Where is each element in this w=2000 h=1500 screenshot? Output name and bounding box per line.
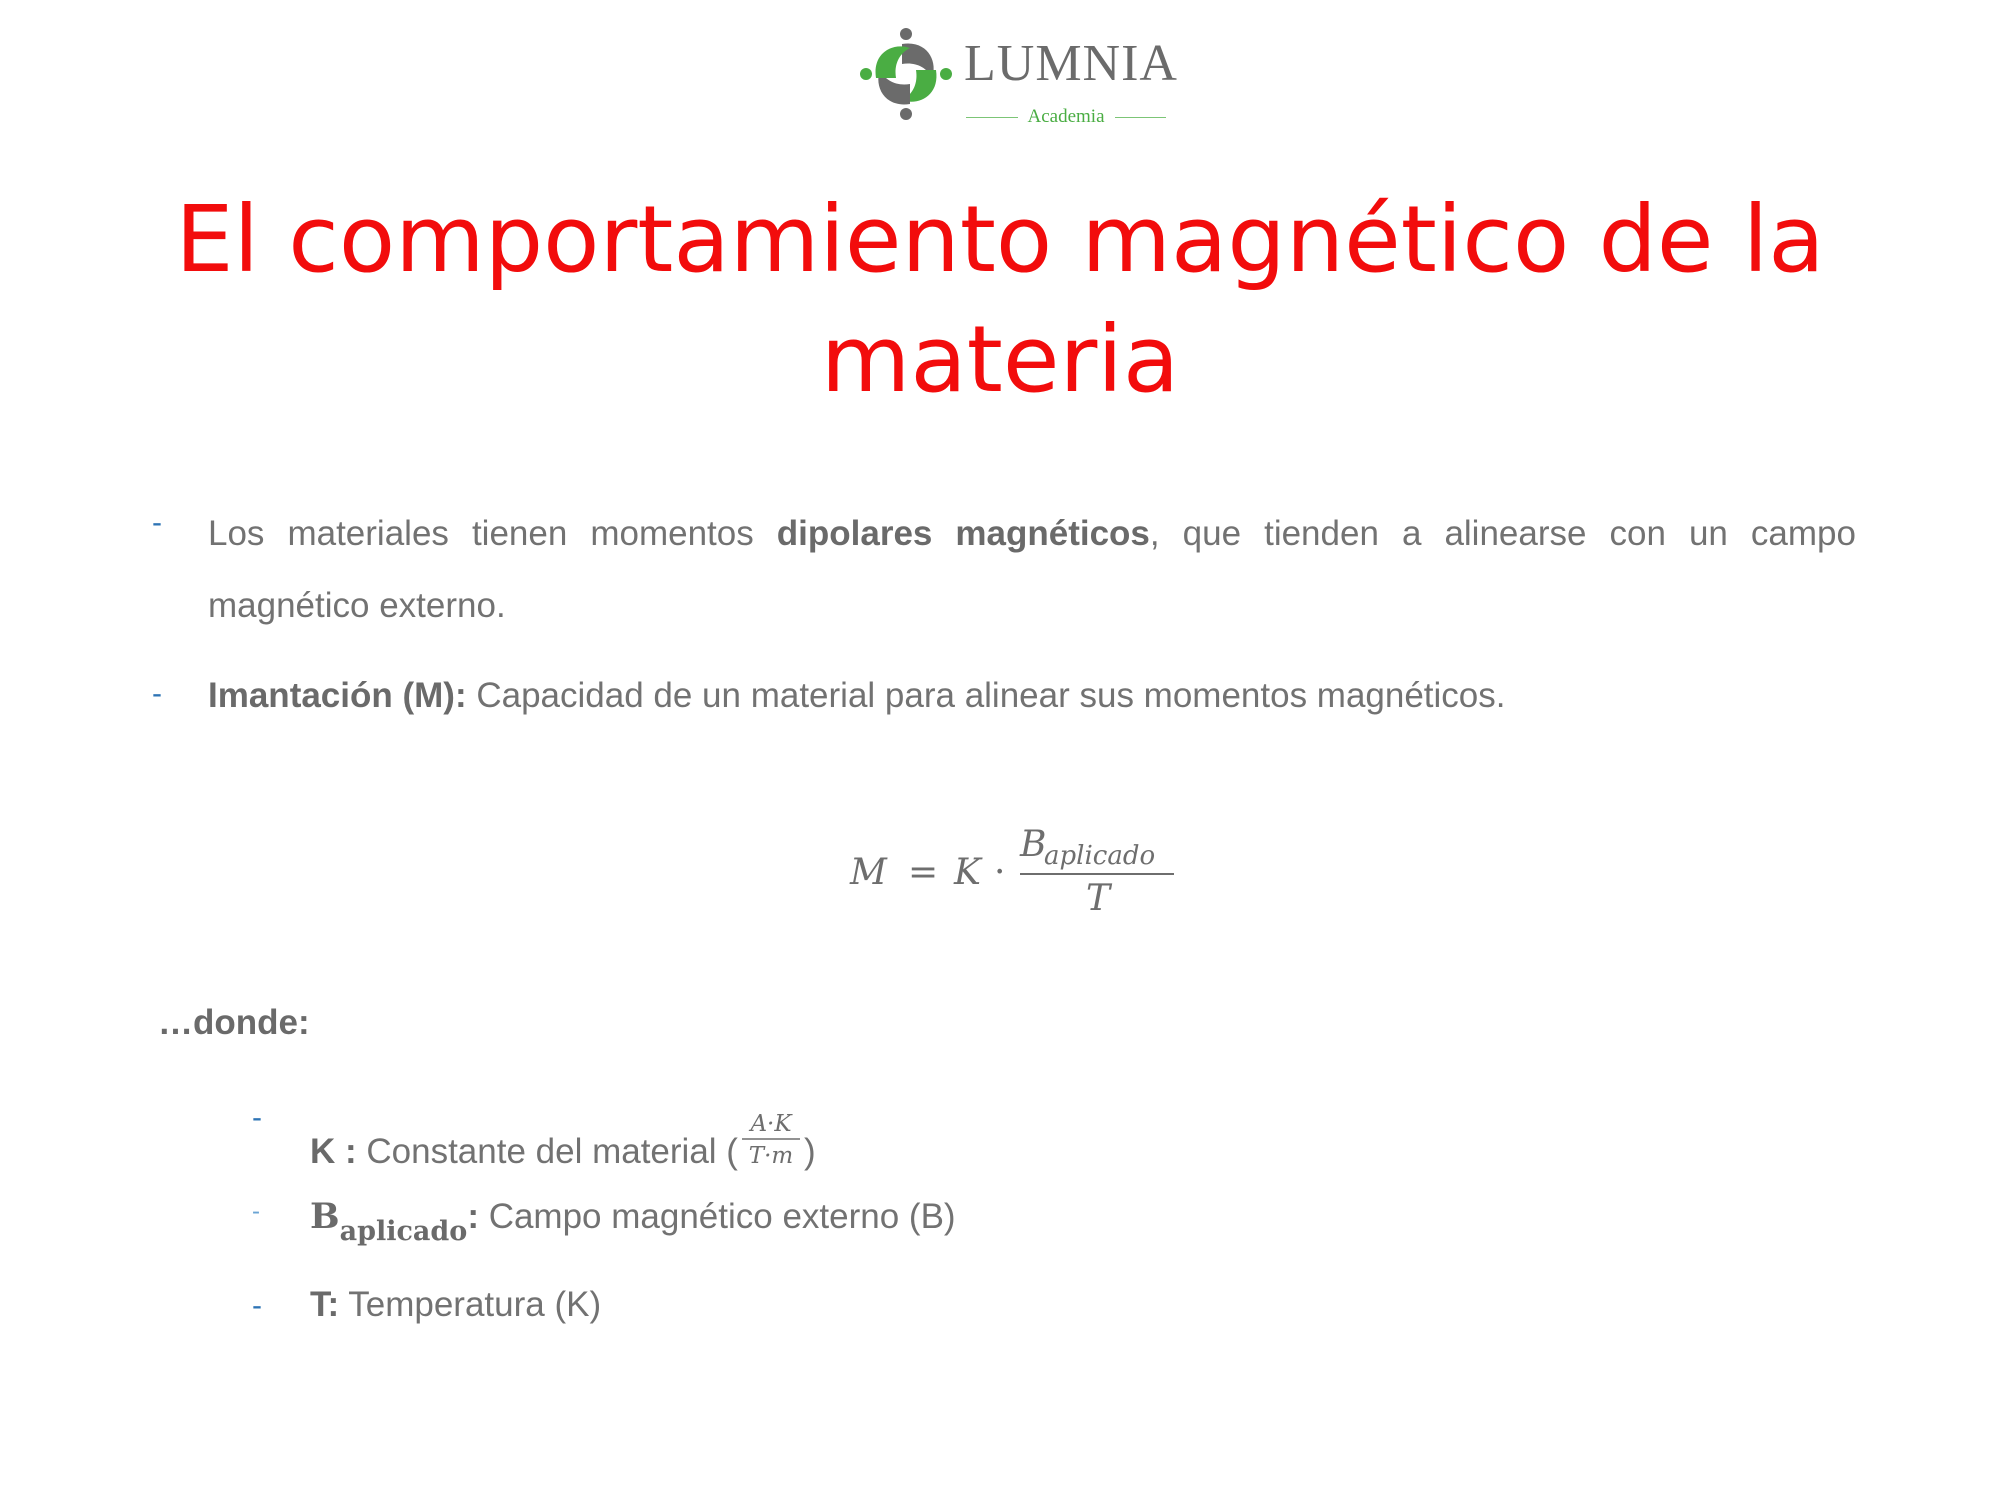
bullet-marker: -	[152, 677, 162, 710]
formula-denominator: T	[1086, 878, 1111, 918]
definition-symbol: B	[310, 1196, 340, 1237]
logo-name: LUMNIA	[964, 35, 1178, 92]
magnetization-formula	[846, 818, 1176, 918]
definition-text	[310, 1285, 601, 1325]
logo-subtitle: Academia	[1027, 106, 1105, 127]
lumnia-logo	[848, 16, 1178, 132]
units-denominator: T·m	[748, 1143, 794, 1169]
units-fraction	[738, 1107, 804, 1173]
definition-description: Temperatura (K)	[339, 1285, 602, 1324]
formula-numerator-sub: aplicado	[1044, 841, 1156, 871]
definition-close-paren: )	[803, 1132, 816, 1171]
formula-dot: ·	[994, 852, 1006, 893]
bullet-marker: -	[252, 1198, 260, 1225]
bullet-marker: -	[152, 506, 162, 539]
bullet-bold-term: dipolares magnéticos	[776, 514, 1150, 553]
bullet-text-start: Los materiales tienen momentos	[208, 514, 777, 553]
units-numerator: A·K	[750, 1111, 792, 1137]
formula-m: M	[850, 852, 887, 893]
lumnia-logo-icon	[848, 16, 964, 132]
definition-text	[310, 1097, 816, 1172]
definition-text	[310, 1196, 956, 1247]
definition-symbol: K :	[310, 1132, 357, 1171]
definition-symbol: T:	[310, 1285, 340, 1324]
formula-k: K	[954, 852, 981, 893]
slide-title: El comportamiento magnético de la materia	[175, 186, 1825, 413]
bullet-text	[208, 673, 1506, 719]
definition-description: Constante del material (	[356, 1132, 738, 1171]
logo-rule-left	[966, 117, 1018, 118]
bullet-text-end: , que tienden a alinearse con un campo magnético externo.	[208, 514, 1856, 625]
bullet-marker: -	[252, 1101, 262, 1134]
bullet-marker: -	[252, 1289, 262, 1322]
bullet-bold-term: Imantación (M):	[208, 676, 467, 715]
bullet-text	[208, 498, 1856, 642]
formula-equals: =	[908, 852, 939, 893]
definition-symbol-sub: aplicado	[339, 1216, 468, 1247]
definition-description: Campo magnético externo (B)	[478, 1197, 956, 1236]
bullet-text-end: Capacidad de un material para alinear sus momentos magnéticos.	[466, 676, 1506, 715]
logo-subtitle-row	[966, 106, 1166, 128]
logo-rule-right	[1115, 117, 1167, 118]
formula-numerator-b: B	[1020, 824, 1047, 865]
donde-label: …donde:	[158, 1003, 310, 1042]
definition-colon: :	[467, 1197, 479, 1236]
